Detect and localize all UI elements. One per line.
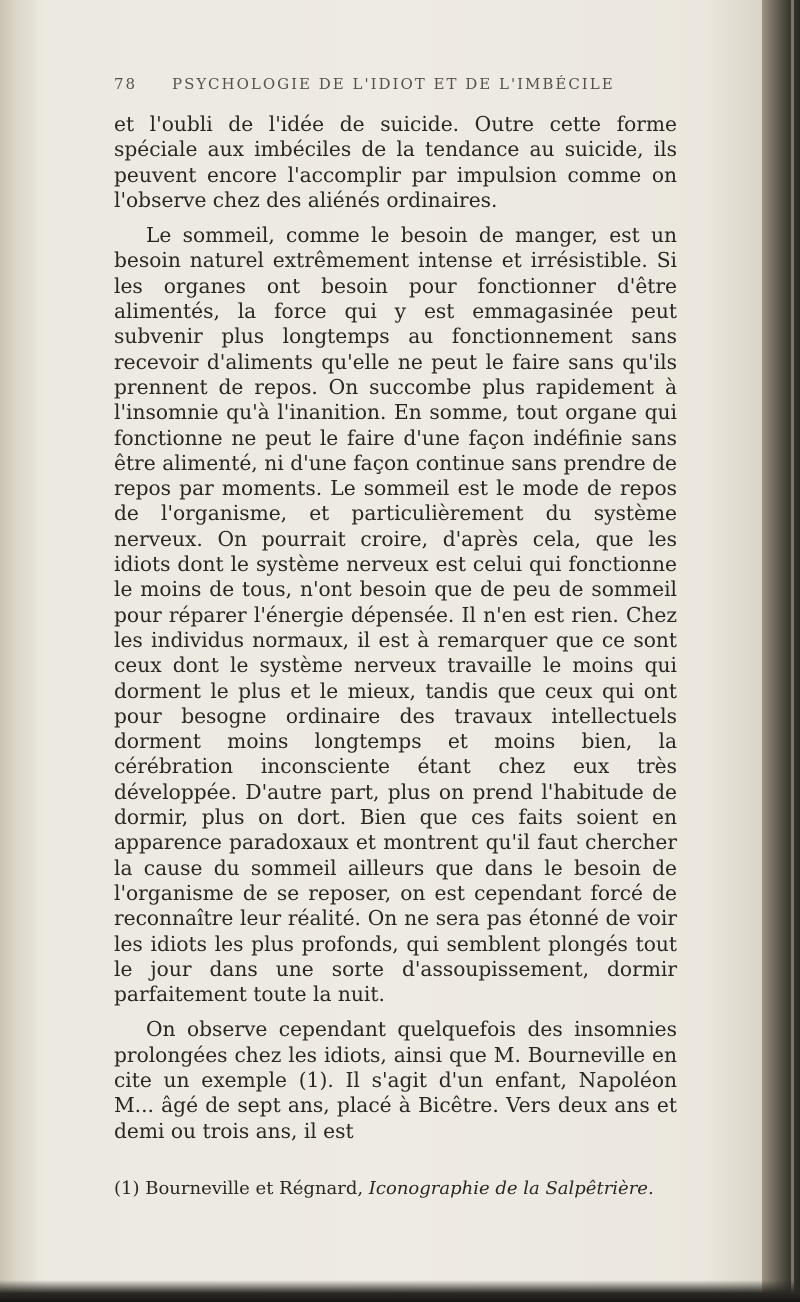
bottom-shadow [0,1280,800,1302]
footnote-marker: (1) [114,1178,140,1199]
paragraph-1: et l'oubli de l'idée de suicide. Outre cette forme spéciale aux imbéciles de la tendance au suicide, ils peuvent encore l'accomplir par impulsion comme on l'observe chez des aliénés ordinaires. [114,112,677,212]
footnote-authors: Bourneville et Régnard, [145,1178,364,1199]
running-title: PSYCHOLOGIE DE L'IDIOT ET DE L'IMBÉCILE [172,75,615,93]
paragraph-3: On observe cependant quelquefois des insomnies prolongées chez les idiots, ainsi que M. Bourneville en cite un exemple (1). Il s'agit d'un enfant, Napoléon M... âgé de sept ans, placé à Bicêtre. Vers deux ans et demi ou trois ans, il est [114,1017,677,1143]
book-binding-edge [762,0,800,1302]
page-left-edge [0,0,40,1302]
footnote-title: Iconographie de la Salpêtrière. [368,1178,654,1199]
footnote [114,1178,677,1200]
page-number: 78 [114,75,138,93]
binding-stripe [791,0,794,1302]
paragraph-2: Le sommeil, comme le besoin de manger, est un besoin naturel extrêmement intense et irrésistible. Si les organes ont besoin pour fonctionner d'être alimentés, la force qui y est emmagasinée peut subvenir plus longtemps au fonctionnement sans recevoir d'aliments qu'elle ne peut le faire sans qu'ils prennent de repos. On succombe plus rapidement à l'insomnie qu'à l'inanition. En somme, tout organe qui fonctionne ne peut le faire d'une façon indéfinie sans être alimenté, ni d'une façon continue sans prendre de repos par moments. Le sommeil est le mode de repos de l'organisme, et particulièrement du système nerveux. On pourrait croire, d'après cela, que les idiots dont le système nerveux est celui qui fonctionne le moins de tous, n'ont besoin que de peu de sommeil pour réparer l'énergie dépensée. Il n'en est rien. Chez les individus normaux, il est à remarquer que ce sont ceux dont le système nerveux travaille le moins qui dorment le plus et le mieux, tandis que ceux qui ont pour besogne ordinaire des travaux intellectuels dorment moins longtemps et moins bien, la cérébration inconsciente étant chez eux très développée. D'autre part, plus on prend l'habitude de dormir, plus on dort. Bien que ces faits soient en apparence paradoxaux et montrent qu'il faut chercher la cause du sommeil ailleurs que dans le besoin de l'organisme de se reposer, on est cependant forcé de reconnaître leur réalité. On ne sera pas étonné de voir les idiots les plus profonds, qui semblent plongés tout le jour dans une sorte d'assoupissement, dormir parfaitement toute la nuit. [114,223,677,1007]
body-text [114,112,677,1144]
running-header [114,75,674,93]
